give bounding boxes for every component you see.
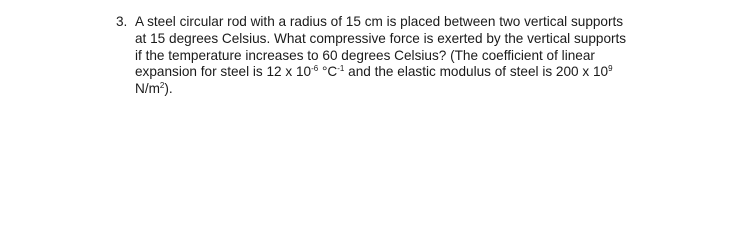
line-text: if the temperature increases to 60 degrees Celsius? (The coefficient of linear bbox=[135, 47, 595, 63]
exponent-superscript: 9 bbox=[608, 64, 613, 74]
line-text: ). bbox=[164, 81, 173, 97]
line-text: A steel circular rod with a radius of 15 cm is placed between two vertical supports bbox=[135, 14, 624, 29]
problem-text bbox=[135, 14, 676, 98]
line-text: at 15 degrees Celsius. What compressive force is exerted by the vertical supports bbox=[135, 30, 627, 46]
exponent-superscript: -1 bbox=[337, 64, 345, 74]
problem-number: 3. bbox=[116, 14, 128, 29]
problem-line-1 bbox=[135, 14, 676, 31]
exponent-superscript: -6 bbox=[311, 64, 319, 74]
line-text: and the elastic modulus of steel is 200 x 10 bbox=[344, 64, 609, 80]
problem-3 bbox=[116, 14, 676, 98]
problem-line-5 bbox=[135, 81, 676, 98]
line-text: expansion for steel is 12 x 10 bbox=[135, 64, 312, 80]
line-text: °C bbox=[318, 64, 338, 80]
problem-line-4 bbox=[135, 64, 676, 81]
problem-line-2 bbox=[135, 31, 676, 48]
problem-line-3 bbox=[135, 48, 676, 65]
exponent-superscript: 2 bbox=[159, 81, 165, 91]
line-text: N/m bbox=[135, 81, 160, 97]
